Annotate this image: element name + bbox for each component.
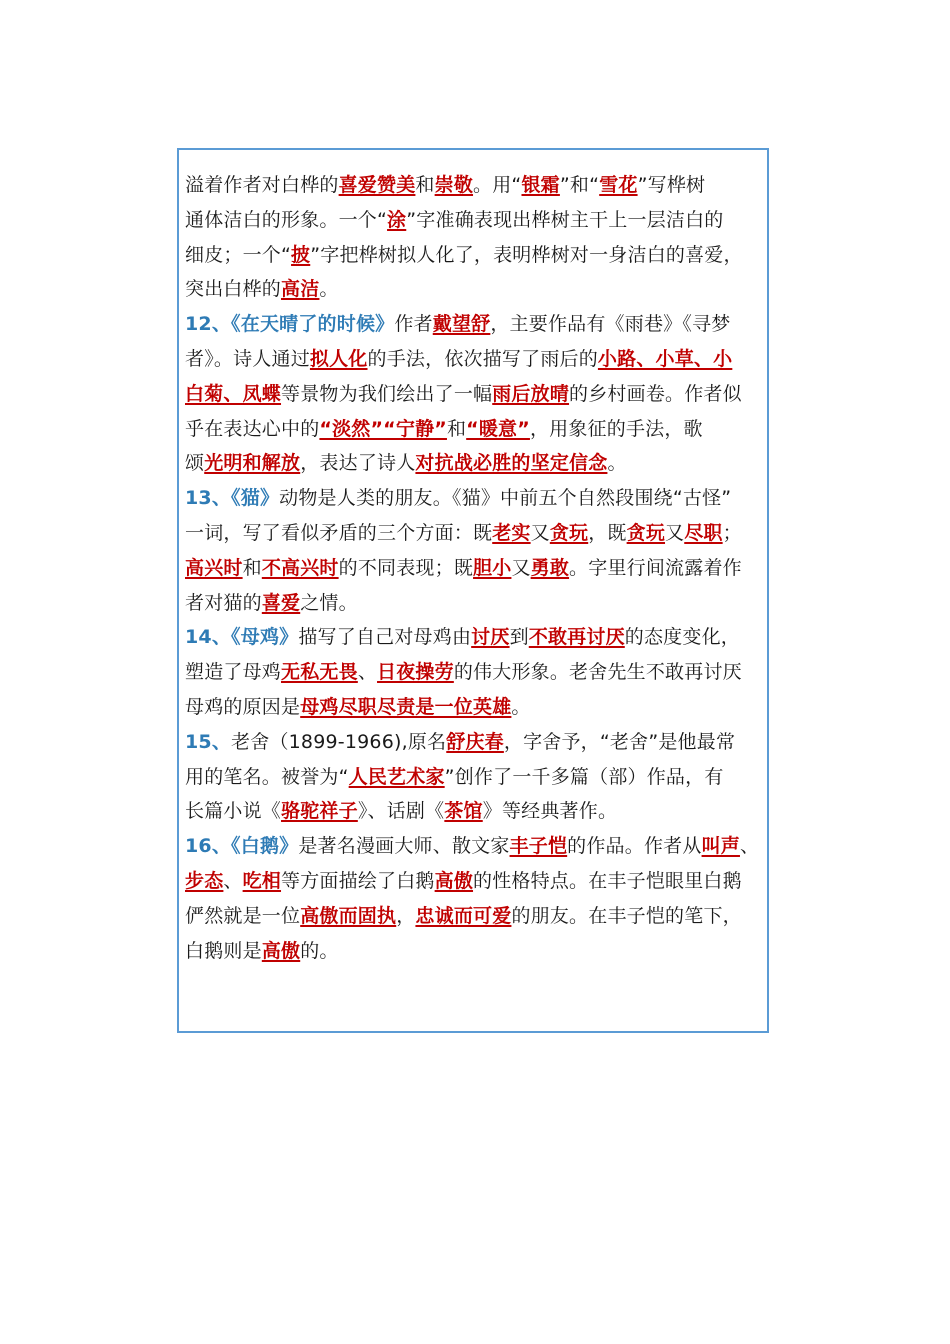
plain-text: 的。: [300, 939, 339, 962]
highlighted-term: 高傲而固执: [300, 904, 397, 927]
highlighted-term: 不高兴时: [261, 556, 339, 579]
text-line: [185, 586, 770, 621]
text-box: [177, 148, 769, 1033]
plain-text: 。: [319, 278, 339, 301]
plain-text: 和: [242, 556, 262, 579]
highlighted-term: 高傲: [434, 869, 474, 892]
plain-text: 突出白桦的: [185, 278, 282, 301]
highlighted-term: 贪玩: [626, 521, 666, 544]
plain-text: 。字里行间流露着作: [569, 556, 742, 579]
text-line: [185, 760, 770, 795]
plain-text: 白鹅则是: [185, 939, 262, 962]
plain-text: ”和“: [559, 174, 600, 196]
plain-text: 和: [415, 174, 435, 196]
text-line: [185, 168, 770, 203]
text-line: [185, 620, 770, 655]
highlighted-term: 披: [291, 243, 311, 266]
highlighted-term: 银霜: [521, 174, 560, 196]
section-heading: 13、《猫》: [185, 487, 280, 510]
plain-text: 的乡村画卷。作者似: [569, 382, 742, 405]
highlighted-term: 茶馆: [444, 800, 483, 823]
text-line: [185, 829, 770, 864]
text-line: [185, 690, 770, 725]
highlighted-term: 吃相: [242, 869, 282, 892]
text-line: [185, 342, 770, 377]
highlighted-term: 光明和解放: [204, 452, 301, 475]
highlighted-term: 崇敬: [434, 174, 474, 196]
highlighted-term: 无私无畏: [281, 661, 358, 684]
text-line: [185, 934, 770, 969]
plain-text: ”创作了一千多篇（部）作品，有: [444, 765, 724, 788]
plain-text: 、: [223, 869, 243, 892]
plain-text: 俨然就是一位: [185, 904, 301, 927]
highlighted-term: “暖意”: [466, 417, 530, 440]
plain-text: 塑造了母鸡: [185, 661, 282, 684]
highlighted-term: 白菊、凤蝶: [185, 382, 282, 405]
highlighted-term: 喜爱赞美: [338, 174, 416, 196]
text-line: [185, 203, 770, 238]
highlighted-term: 丰子恺: [509, 835, 568, 858]
plain-text: 一词，写了看似矛盾的三个方面：既: [185, 521, 493, 544]
text-line: [185, 899, 770, 934]
plain-text: 。用“: [473, 174, 522, 196]
text-line: [185, 307, 770, 342]
highlighted-term: 叫声: [701, 835, 740, 858]
plain-text: 》、话剧《: [357, 800, 445, 823]
plain-text: 和: [446, 417, 467, 440]
text-content: [185, 168, 770, 968]
highlighted-term: 讨厌: [471, 626, 510, 649]
highlighted-term: 戴望舒: [432, 313, 491, 336]
plain-text: ，用象征的手法，歌: [529, 417, 703, 440]
plain-text: 又: [665, 521, 685, 544]
plain-text: 又: [511, 556, 531, 579]
text-line: [185, 516, 770, 551]
highlighted-term: 人民艺术家: [348, 765, 445, 788]
highlighted-term: 日夜操劳: [377, 661, 454, 684]
highlighted-term: 高兴时: [185, 556, 243, 579]
plain-text: 等方面描绘了白鹅: [281, 869, 435, 892]
text-line: [185, 377, 770, 412]
text-line: [185, 238, 770, 273]
section-heading: 14、《母鸡》: [185, 626, 299, 649]
text-line: [185, 725, 770, 760]
highlighted-term: 骆驼祥子: [281, 800, 358, 823]
plain-text: 的手法，依次描写了雨后的: [367, 347, 598, 370]
plain-text: ；: [722, 521, 742, 544]
plain-text: 者对猫的: [185, 591, 262, 614]
plain-text: 者》。诗人通过: [185, 347, 310, 370]
plain-text: 是著名漫画大师、散文家: [298, 835, 510, 858]
text-line: [185, 655, 770, 690]
plain-text: 的态度变化，: [624, 626, 740, 649]
highlighted-term: 老实: [492, 521, 531, 544]
plain-text: ，字舍予，“老舍”是他最常: [503, 730, 736, 753]
highlighted-term: 忠诚而可爱: [415, 904, 512, 927]
text-line: [185, 446, 770, 481]
plain-text: ”字准确表现出桦树主干上一层洁白的: [406, 208, 724, 231]
highlighted-term: 涂: [387, 208, 407, 231]
plain-text: ”字把桦树拟人化了，表明桦树对一身洁白的喜爱，: [310, 243, 743, 266]
section-heading: 12、《在天晴了的时候》: [185, 313, 395, 336]
highlighted-term: 贪玩: [549, 521, 589, 544]
highlighted-term: “淡然”“宁静”: [319, 417, 447, 440]
text-line: [185, 412, 770, 447]
plain-text: ，既: [588, 521, 627, 544]
text-line: [185, 551, 770, 586]
plain-text: 母鸡的原因是: [185, 695, 301, 718]
plain-text: ，: [396, 904, 416, 927]
plain-text: 、: [739, 835, 760, 858]
text-line: [185, 864, 770, 899]
highlighted-term: 不敢再讨厌: [528, 626, 625, 649]
text-line: [185, 481, 770, 516]
plain-text: 老舍（1899-1966),原名: [231, 730, 447, 753]
plain-text: 。: [607, 452, 627, 475]
plain-text: 的不同表现；既: [338, 556, 474, 579]
plain-text: 动物是人类的朋友。《猫》中前五个自然段围绕“古怪”: [279, 487, 732, 510]
plain-text: 》等经典著作。: [482, 800, 618, 823]
plain-text: 乎在表达心中的: [185, 417, 320, 440]
highlighted-term: 雪花: [599, 174, 638, 196]
plain-text: 等景物为我们绘出了一幅: [281, 382, 493, 405]
plain-text: 。: [511, 695, 531, 718]
plain-text: 描写了自己对母鸡由: [298, 626, 472, 649]
section-heading: 16、《白鹅》: [185, 835, 299, 858]
highlighted-term: 胆小: [473, 556, 512, 579]
highlighted-term: 对抗战必胜的坚定信念: [415, 452, 608, 475]
highlighted-term: 高傲: [261, 939, 301, 962]
plain-text: 到: [509, 626, 529, 649]
text-line: [185, 272, 770, 307]
plain-text: 之情。: [300, 591, 358, 614]
plain-text: 通体洁白的形象。一个“: [185, 208, 388, 231]
highlighted-term: 雨后放晴: [492, 382, 570, 405]
plain-text: ，表达了诗人: [300, 452, 416, 475]
highlighted-term: 拟人化: [309, 347, 368, 370]
plain-text: 的作品。作者从: [567, 835, 702, 858]
plain-text: ”写桦树: [637, 174, 706, 196]
text-line: [185, 794, 770, 829]
plain-text: 溢着作者对白桦的: [185, 174, 339, 196]
highlighted-term: 母鸡尽职尽责是一位英雄: [300, 695, 512, 718]
highlighted-term: 勇敢: [530, 556, 570, 579]
plain-text: 长篇小说《: [185, 800, 282, 823]
plain-text: 作者: [394, 313, 433, 336]
highlighted-term: 高洁: [281, 278, 320, 301]
highlighted-term: 喜爱: [261, 591, 301, 614]
section-heading: 15、: [185, 730, 232, 753]
highlighted-term: 步态: [185, 869, 224, 892]
plain-text: 用的笔名。被誉为“: [185, 765, 349, 788]
plain-text: 、: [357, 661, 378, 684]
highlighted-term: 小路、小草、小: [597, 347, 733, 370]
highlighted-term: 舒庆春: [446, 730, 504, 753]
plain-text: 的伟大形象。老舍先生不敢再讨厌: [453, 661, 742, 684]
plain-text: 颂: [185, 452, 205, 475]
plain-text: ，主要作品有《雨巷》《寻梦: [490, 313, 731, 336]
plain-text: 的性格特点。在丰子恺眼里白鹅: [473, 869, 742, 892]
plain-text: 的朋友。在丰子恺的笔下，: [511, 904, 742, 927]
plain-text: 细皮；一个“: [185, 243, 292, 266]
highlighted-term: 尽职: [684, 521, 723, 544]
plain-text: 又: [530, 521, 550, 544]
